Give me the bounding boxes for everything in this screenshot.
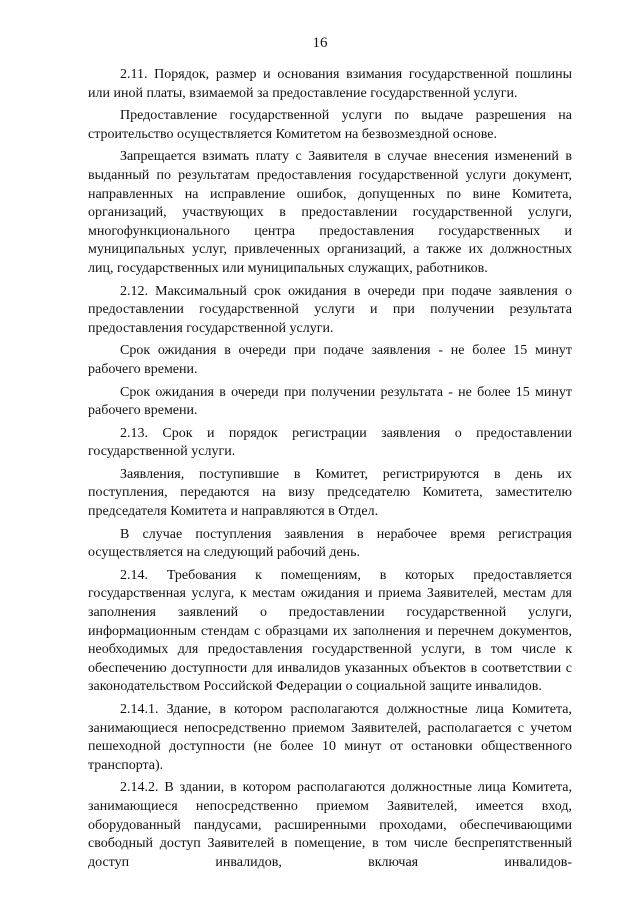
- paragraph-queue-result: Срок ожидания в очереди при получении результата - не более 15 минут рабочего времени.: [88, 384, 572, 419]
- paragraph-2-12-heading: 2.12. Максимальный срок ожидания в очереди при подаче заявления о предоставлении государственной услуги и при получении результата предоставления государственной услуги.: [88, 283, 572, 336]
- document-body: [88, 66, 572, 876]
- paragraph-registration: Заявления, поступившие в Комитет, регистрируются в день их поступления, передаются на визу председателю Комитета, заместителю председателя Комитета и направляются в Отдел.: [88, 466, 572, 520]
- paragraph-2-14-heading: 2.14. Требования к помещениям, в которых предоставляется государственная услуга, к местам ожидания и приема Заявителей, местам для заполнения заявлений о предоставлении государственной услуги, информационным стендам с образцами их заполнения и перечнем документов, необходимых для предоставления государственной услуги, в том числе к обеспечению доступности для инвалидов указанных объектов в соответствии с законодательством Российской Федерации о социальной защите инвалидов.: [88, 567, 572, 695]
- paragraph-2-11-heading: 2.11. Порядок, размер и основания взимания государственной пошлины или иной платы, взимаемой за предоставление государственной услуги.: [88, 67, 572, 101]
- paragraph-2-13-heading: 2.13. Срок и порядок регистрации заявления о предоставлении государственной услуги.: [88, 425, 572, 460]
- paragraph-queue-submission: Срок ожидания в очереди при подаче заявления - не более 15 минут рабочего времени.: [88, 343, 572, 377]
- paragraph-free-of-charge: Предоставление государственной услуги по выдаче разрешения на строительство осуществляется Комитетом на безвозмездной основе.: [88, 108, 572, 142]
- paragraph-2-14-1: 2.14.1. Здание, в котором располагаются должностные лица Комитета, занимающиеся непосредственно приемом Заявителей, располагается с учетом пешеходной доступности (не более 10 минут от остановки общественного транспорта).: [88, 702, 572, 773]
- page-number: 16: [312, 35, 328, 51]
- paragraph-2-14-2: 2.14.2. В здании, в котором располагаются должностные лица Комитета, занимающиеся непосредственно приемом Заявителей, имеется вход, оборудованный пандусами, расширенными проходами, обеспечивающими свободный доступ Заявителей в помещение, в том числе беспрепятственный доступ инвалидов, включая инвалидов-: [88, 780, 572, 870]
- paragraph-non-working-time: В случае поступления заявления в нерабочее время регистрация осуществляется на следующий рабочий день.: [88, 526, 572, 561]
- paragraph-fee-prohibition: Запрещается взимать плату с Заявителя в случае внесения изменений в выданный по результатам предоставления государственной услуги документ, направленных на исправление ошибок, допущенных по вине Комитета, организаций, участвующих в предоставлении государственной услуги, многофункционального центра предоставления государственных и муниципальных услуг, привлеченных организаций, а также их должностных лиц, государственных или муниципальных служащих, работников.: [88, 149, 572, 276]
